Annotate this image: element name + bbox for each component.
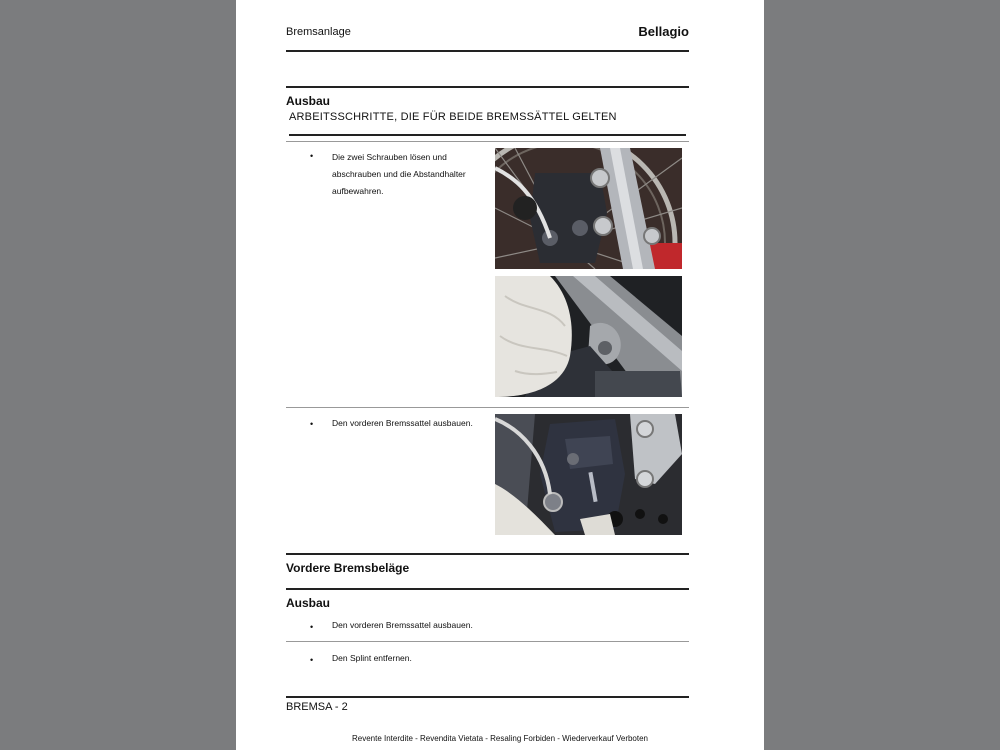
footer-page-label: BREMSA - 2 bbox=[286, 701, 348, 713]
table-top-rule bbox=[286, 141, 689, 142]
section-rule bbox=[286, 86, 689, 88]
bullet-point: • bbox=[310, 151, 314, 161]
step-text-1 bbox=[332, 149, 492, 200]
step-text-line: abschrauben und die Abstandhalter bbox=[332, 169, 466, 179]
step-text-2 bbox=[332, 415, 492, 432]
header-model-name: Bellagio bbox=[638, 24, 689, 39]
footer-rule bbox=[286, 696, 689, 698]
section-rule bbox=[286, 553, 689, 555]
subheading-rule bbox=[289, 134, 686, 136]
photo-front-brake-caliper bbox=[495, 414, 682, 535]
section-subheading: ARBEITSSCHRITTE, DIE FÜR BEIDE BREMSSÄTTEL GELTEN bbox=[289, 111, 617, 123]
footer-notice: Revente Interdite - Revendita Vietata - Resaling Forbiden - Wiederverkauf Verboten bbox=[351, 734, 648, 743]
step-text-line: Die zwei Schrauben lösen und bbox=[332, 152, 447, 162]
bullet-point: • bbox=[310, 655, 314, 665]
section-heading-ausbau-2: Ausbau bbox=[286, 596, 331, 610]
row-divider bbox=[286, 407, 689, 408]
section-title-front-pads: Vordere Bremsbeläge bbox=[286, 561, 410, 575]
step-text-line: aufbewahren. bbox=[332, 186, 384, 196]
step-text-4: Den Splint entfernen. bbox=[332, 653, 412, 663]
header-rule bbox=[286, 50, 689, 52]
photo-brake-caliper-wheel bbox=[495, 148, 682, 269]
step-text-3: Den vorderen Bremssattel ausbauen. bbox=[332, 620, 473, 630]
step-text-line: Den vorderen Bremssattel ausbauen. bbox=[332, 418, 473, 428]
section-rule bbox=[286, 588, 689, 590]
section-heading-ausbau: Ausbau bbox=[286, 94, 331, 108]
bullet-point: • bbox=[310, 419, 314, 429]
row-divider bbox=[286, 641, 689, 642]
bullet-point: • bbox=[310, 622, 314, 632]
header-section-title: Bremsanlage bbox=[286, 26, 351, 38]
document-page bbox=[236, 0, 764, 750]
photo-gloved-hand-removing-bolt bbox=[495, 276, 682, 397]
